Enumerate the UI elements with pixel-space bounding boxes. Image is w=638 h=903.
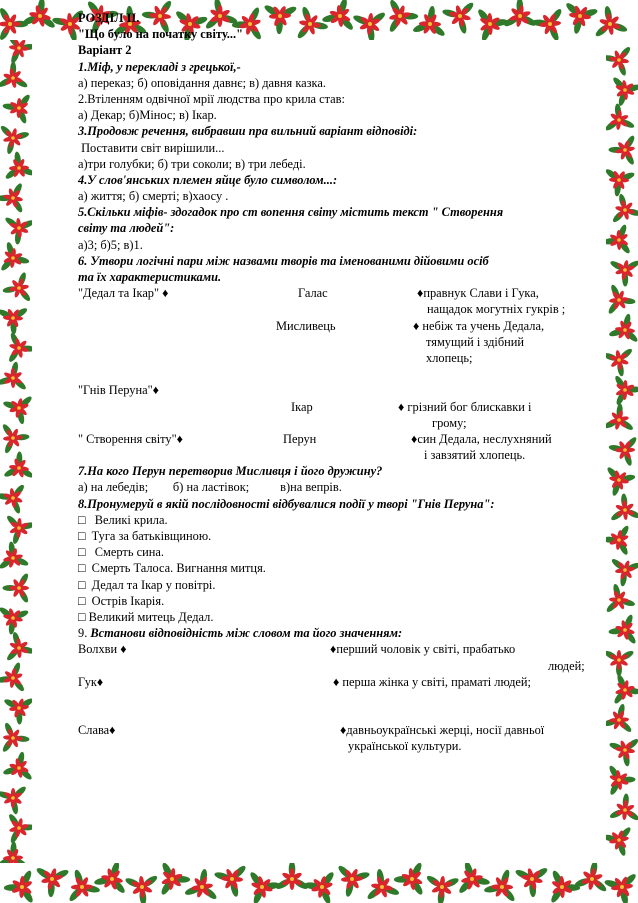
q6-row-4 [78, 334, 598, 350]
q6-description-2-line-3: хлопець; [426, 350, 473, 365]
q9-row-1 [78, 641, 598, 657]
decorative-border-right [606, 40, 638, 863]
question-5-line-1: 5.Скільки міфів- здогадок про ст вопення світу містить текст " Створення [78, 205, 504, 220]
q6-description-3-line-1: ♦ грізний бог блискавки і [398, 399, 532, 414]
decorative-border-left [0, 40, 32, 863]
poinsettia-flower-icon [4, 869, 35, 903]
poinsettia-flower-icon [4, 151, 32, 180]
question-3-stem: Поставити світ вирішили... [78, 140, 225, 155]
question-2-options: а) Декар; б)Мінос; в) Ікар. [78, 108, 217, 123]
poinsettia-flower-icon [0, 124, 30, 155]
poinsettia-flower-icon [0, 841, 28, 863]
q6-description-2-line-1: ♦ небіж та учень Дедала, [413, 318, 545, 333]
poinsettia-flower-icon [3, 572, 30, 604]
poinsettia-flower-icon [2, 751, 32, 781]
poinsettia-flower-icon [275, 863, 310, 891]
poinsettia-flower-icon [0, 541, 29, 570]
decorative-border-bottom [0, 863, 638, 903]
poinsettia-flower-icon [7, 332, 32, 364]
poinsettia-flower-icon [606, 45, 632, 76]
poinsettia-flower-icon [0, 182, 24, 214]
poinsettia-flower-icon [0, 606, 29, 635]
poinsettia-flower-icon [2, 395, 32, 425]
poinsettia-flower-icon [2, 271, 32, 302]
q6-description-4-line-2: і завзятий хлопець. [424, 448, 526, 463]
question-4-options: а) життя; б) смерті; в)хаосу . [78, 189, 229, 204]
poinsettia-flower-icon [2, 93, 31, 124]
q9-meaning-3-line-1: ♦давньоукраїнські жерці, носії давньої [340, 723, 545, 738]
poinsettia-flower-icon [5, 631, 32, 662]
poinsettia-flower-icon [124, 874, 159, 903]
poinsettia-flower-icon [606, 703, 633, 733]
poinsettia-flower-icon [604, 872, 638, 903]
q6-row-6 [78, 382, 598, 398]
q6-row-7 [78, 399, 598, 415]
poinsettia-flower-icon [0, 306, 28, 334]
variant-label: Варіант 2 [78, 43, 132, 58]
q6-row-1 [78, 285, 598, 301]
q6-description-1-line-1: ♦правнук Слави і Гука, [417, 286, 539, 301]
poinsettia-flower-icon [606, 649, 635, 676]
poinsettia-flower-icon [214, 864, 248, 897]
poinsettia-flower-icon [594, 6, 628, 39]
poinsettia-flower-icon [0, 785, 27, 815]
poinsettia-flower-icon [606, 224, 632, 255]
q6-description-2-line-2: тямущий і здібний [426, 334, 525, 349]
poinsettia-flower-icon [606, 347, 634, 377]
q9-word-1: Волхви ♦ [78, 642, 127, 657]
poinsettia-flower-icon [3, 697, 32, 725]
q9-row-5 [78, 738, 598, 754]
poinsettia-flower-icon [7, 813, 32, 845]
poinsettia-flower-icon [1, 423, 30, 454]
q6-row-9 [78, 431, 598, 447]
question-7: 7.На кого Перун перетворив Мисливця і його дружину? [78, 464, 383, 479]
q6-work-1: "Дедал та Ікар" ♦ [78, 286, 169, 301]
question-5-options: а)3; б)5; в)1. [78, 237, 143, 252]
poinsettia-flower-icon [68, 869, 101, 903]
section-subtitle: "Що було на початку світу..." [78, 27, 243, 42]
poinsettia-flower-icon [4, 216, 32, 245]
poinsettia-flower-icon [160, 863, 191, 896]
q9-meaning-3-line-2: української культури. [348, 739, 462, 754]
question-3-options: а)три голубки; б) три соколи; в) три лебеді. [78, 156, 306, 171]
poinsettia-flower-icon [304, 871, 336, 903]
question-9 [78, 625, 598, 641]
poinsettia-flower-icon [3, 451, 32, 479]
poinsettia-flower-icon [366, 869, 400, 901]
question-9-text: Встанови відповідність між словом та його значенням: [90, 626, 403, 641]
q8-item-1[interactable]: □ Великі крила. [78, 512, 168, 527]
poinsettia-flower-icon [0, 662, 26, 693]
q9-meaning-2-line-1: ♦ перша жінка у світі, праматі людей; [333, 674, 531, 689]
poinsettia-flower-icon [184, 869, 218, 901]
q6-work-3: " Створення світу"♦ [78, 431, 184, 446]
poinsettia-flower-icon [611, 193, 638, 224]
poinsettia-flower-icon [610, 557, 638, 586]
q9-meaning-1-line-1: ♦перший чоловік у світі, прабатько [330, 642, 516, 657]
poinsettia-flower-icon [612, 76, 638, 107]
poinsettia-flower-icon [514, 866, 549, 897]
q8-item-3[interactable]: □ Смерть сина. [78, 545, 164, 560]
poinsettia-flower-icon [606, 466, 636, 497]
q9-word-3: Слава♦ [78, 723, 116, 738]
q6-character-2: Мисливець [276, 318, 336, 333]
question-3: 3.Продовж речення, вибравши пра вильний варіант відповіді: [78, 124, 418, 139]
poinsettia-flower-icon [609, 259, 638, 287]
poinsettia-flower-icon [0, 483, 26, 514]
poinsettia-flower-icon [613, 375, 638, 407]
poinsettia-flower-icon [606, 403, 634, 431]
q8-item-2[interactable]: □ Туга за батьківщиною. [78, 529, 212, 543]
poinsettia-flower-icon [248, 871, 280, 903]
q6-row-2 [78, 301, 598, 317]
poinsettia-flower-icon [613, 674, 638, 705]
q8-item-7[interactable]: □ Великий митець Дедал. [78, 609, 214, 624]
q9-meaning-1-line-2: людей; [548, 658, 585, 673]
question-6-line-2: та їх характеристиками. [78, 270, 222, 284]
poinsettia-flower-icon [606, 103, 635, 132]
question-1: 1.Міф, у перекладі з грецької,- [78, 59, 241, 74]
question-9-number: 9. [78, 626, 91, 641]
q8-item-5[interactable]: □ Дедал та Ікар у повітрі. [78, 577, 216, 592]
poinsettia-flower-icon [0, 361, 27, 391]
poinsettia-flower-icon [0, 61, 29, 89]
q8-item-6[interactable]: □ Острів Ікарія. [78, 593, 165, 608]
q6-row-3 [78, 318, 598, 334]
poinsettia-flower-icon [606, 583, 636, 613]
poinsettia-flower-icon [608, 313, 638, 343]
poinsettia-flower-icon [337, 864, 371, 897]
question-8: 8.Пронумеруй в якій послідовності відбувалися події у творі "Гнів Перуна": [78, 496, 495, 511]
poinsettia-flower-icon [606, 826, 632, 857]
q6-work-2: "Гнів Перуна"♦ [78, 383, 159, 398]
poinsettia-flower-icon [1, 722, 30, 753]
poinsettia-flower-icon [608, 134, 636, 166]
q6-description-3-line-2: грому; [432, 415, 467, 430]
q6-description-1-line-2: нащадок могутніх гукрів ; [427, 302, 566, 317]
q6-row-8 [78, 415, 598, 431]
poinsettia-flower-icon [484, 869, 517, 903]
question-1-options: а) переказ; б) оповідання давнє; в) давня казка. [78, 75, 326, 90]
poinsettia-flower-icon [606, 167, 635, 196]
poinsettia-flower-icon [394, 863, 425, 896]
q6-character-3: Ікар [291, 399, 313, 414]
q9-row-3 [78, 674, 598, 690]
q6-character-4: Перун [283, 431, 317, 446]
question-8-list [78, 512, 598, 625]
poinsettia-flower-icon [607, 284, 636, 315]
poinsettia-flower-icon [0, 241, 30, 272]
question-5-line-2: світу та людей": [78, 221, 175, 236]
poinsettia-flower-icon [608, 436, 638, 467]
poinsettia-flower-icon [35, 866, 70, 897]
worksheet-page [78, 10, 598, 755]
poinsettia-flower-icon [5, 514, 32, 545]
question-4: 4.У слов'янських племен яйце було символом...: [78, 172, 338, 187]
question-2: 2.Втіленням одвічної мрії людства про крила став: [78, 91, 345, 106]
question-6-line-1: 6. Утвори логічні пари між назвами творів та іменованими дійовими осіб [78, 253, 489, 268]
section-title: РОЗДІЛ ІІ. [78, 11, 140, 25]
q8-item-4[interactable]: □ Смерть Талоса. Вигнання митця. [78, 561, 266, 576]
poinsettia-flower-icon [608, 614, 637, 645]
q6-description-4-line-1: ♦син Дедала, неслухняний [411, 431, 552, 446]
poinsettia-flower-icon [606, 524, 630, 556]
poinsettia-flower-icon [609, 737, 638, 766]
q6-character-1: Галас [298, 286, 328, 301]
q6-row-10 [78, 447, 598, 463]
poinsettia-flower-icon [7, 40, 32, 64]
q9-row-2 [78, 658, 598, 674]
q9-row-4 [78, 722, 598, 738]
poinsettia-flower-icon [610, 493, 638, 522]
poinsettia-flower-icon [609, 793, 638, 822]
q6-row-5 [78, 350, 598, 366]
q9-word-2: Гук♦ [78, 674, 104, 689]
question-7-options: а) на лебедів; б) на ластівок; в)на вепрів. [78, 480, 342, 495]
poinsettia-flower-icon [425, 874, 460, 903]
poinsettia-flower-icon [549, 869, 580, 903]
poinsettia-flower-icon [608, 764, 636, 796]
